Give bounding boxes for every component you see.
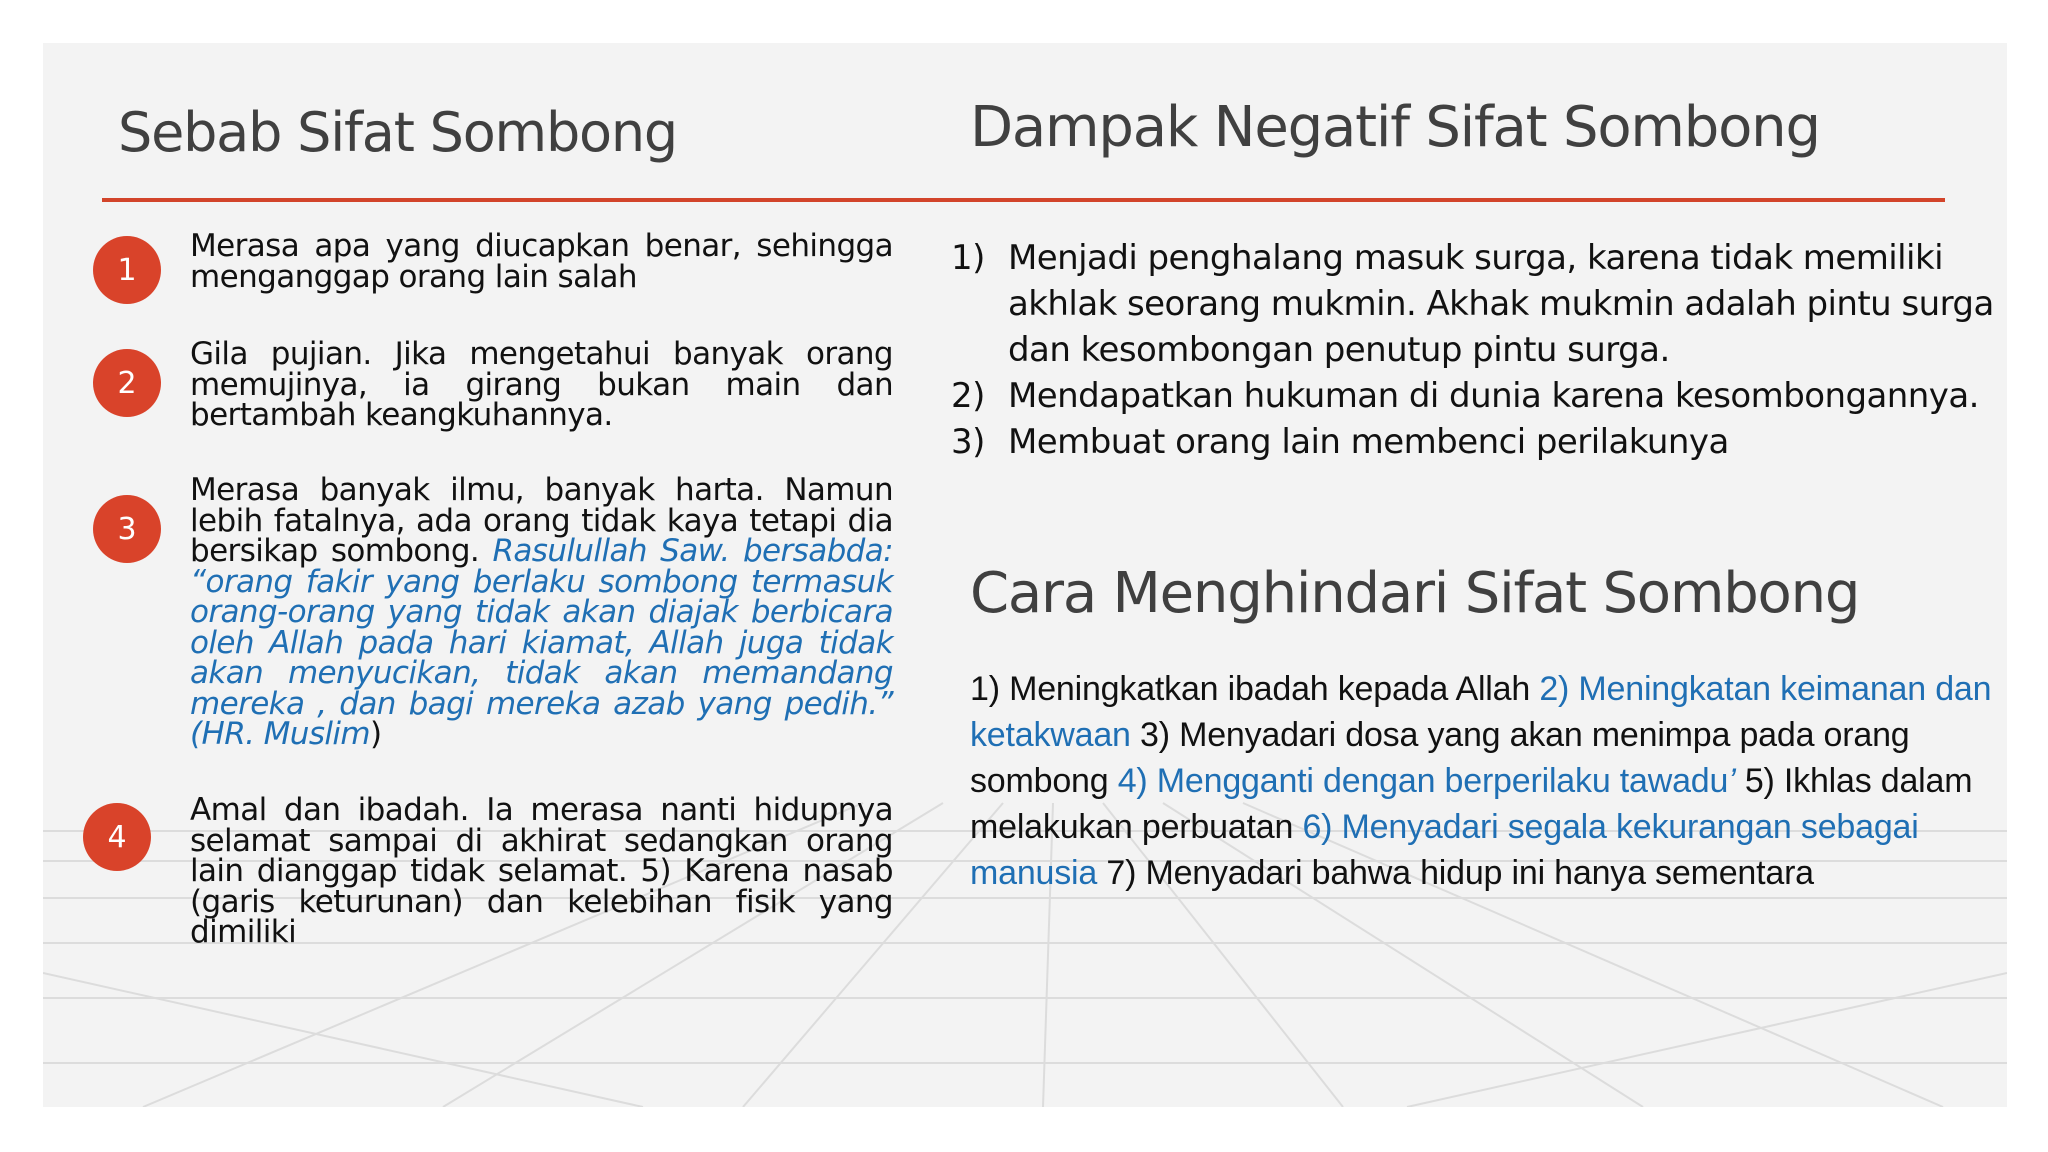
title-divider — [102, 198, 1945, 202]
cara-7: 7) Menyadari bahwa hidup ini hanya sementara — [1097, 854, 1814, 892]
dampak-item — [951, 419, 2001, 465]
dampak-item — [951, 235, 2001, 373]
cara-paragraph — [970, 666, 2000, 896]
dampak-num: 2) — [951, 376, 985, 416]
dampak-title: Dampak Negatif Sifat Sombong — [970, 95, 1820, 160]
cara-2: 2) Meningkatan keimanan dan ketakwaan — [970, 670, 1992, 754]
sebab-title: Sebab Sifat Sombong — [118, 101, 677, 164]
dampak-num: 1) — [951, 238, 985, 278]
dampak-text: Membuat orang lain membenci perilakunya — [1008, 422, 1729, 462]
cara-3: 3) Menyadari dosa yang akan menimpa pada orang sombong — [970, 716, 1910, 800]
badge-2: 2 — [93, 349, 161, 417]
sebab-item-1: Merasa apa yang diucapkan benar, sehingga menganggap orang lain salah — [190, 228, 893, 295]
sebab-item-2: Gila pujian. Jika mengetahui banyak orang memujinya, ia girang bukan main dan bertambah keangkuhannya. — [190, 336, 893, 433]
dampak-num: 3) — [951, 422, 985, 462]
sebab-item-4: Amal dan ibadah. Ia merasa nanti hidupnya selamat sampai di akhirat sedangkan orang lain dianggap tidak selamat. 5) Karena nasab (garis keturunan) dan kelebihan fisik yang dimiliki — [190, 792, 893, 950]
hadith-close: ) — [370, 716, 382, 752]
dampak-list — [951, 235, 2001, 465]
cara-4: 4) Mengganti dengan berperilaku tawadu — [1117, 762, 1729, 800]
cara-6: 6) Menyadari segala kekurangan sebagai manusia — [970, 808, 1919, 892]
dampak-text: Menjadi penghalang masuk surga, karena tidak memiliki akhlak seorang mukmin. Akhak mukmin adalah pintu surga dan kesombongan penutup pintu surga. — [1008, 238, 1994, 370]
dampak-text: Mendapatkan hukuman di dunia karena kesombongannya. — [1008, 376, 1979, 416]
cara-1: 1) Meningkatkan ibadah kepada Allah — [970, 670, 1540, 708]
sebab-item-3 — [190, 472, 893, 752]
cara-4-apostrophe: ’ — [1728, 762, 1736, 800]
cara-title: Cara Menghindari Sifat Sombong — [970, 561, 1860, 626]
badge-4: 4 — [83, 803, 151, 871]
sebab-item-3-text: Merasa banyak ilmu, banyak harta. Namun lebih fatalnya, ada orang tidak kaya tetapi dia bersikap sombong. — [190, 472, 893, 569]
slide — [43, 43, 2007, 1107]
dampak-item — [951, 373, 2001, 419]
cara-5: 5) Ikhlas dalam melakukan perbuatan — [970, 762, 1973, 846]
badge-1: 1 — [93, 236, 161, 304]
hadith-quote: Rasulullah Saw. bersabda: “orang fakir yang berlaku sombong termasuk orang-orang yang tidak akan diajak berbicara oleh Allah pada hari kiamat, Allah juga tidak akan menyucikan, tidak akan memandang mereka , dan bagi mereka azab yang pedih.” (HR. Muslim — [190, 533, 893, 752]
badge-3: 3 — [93, 495, 161, 563]
